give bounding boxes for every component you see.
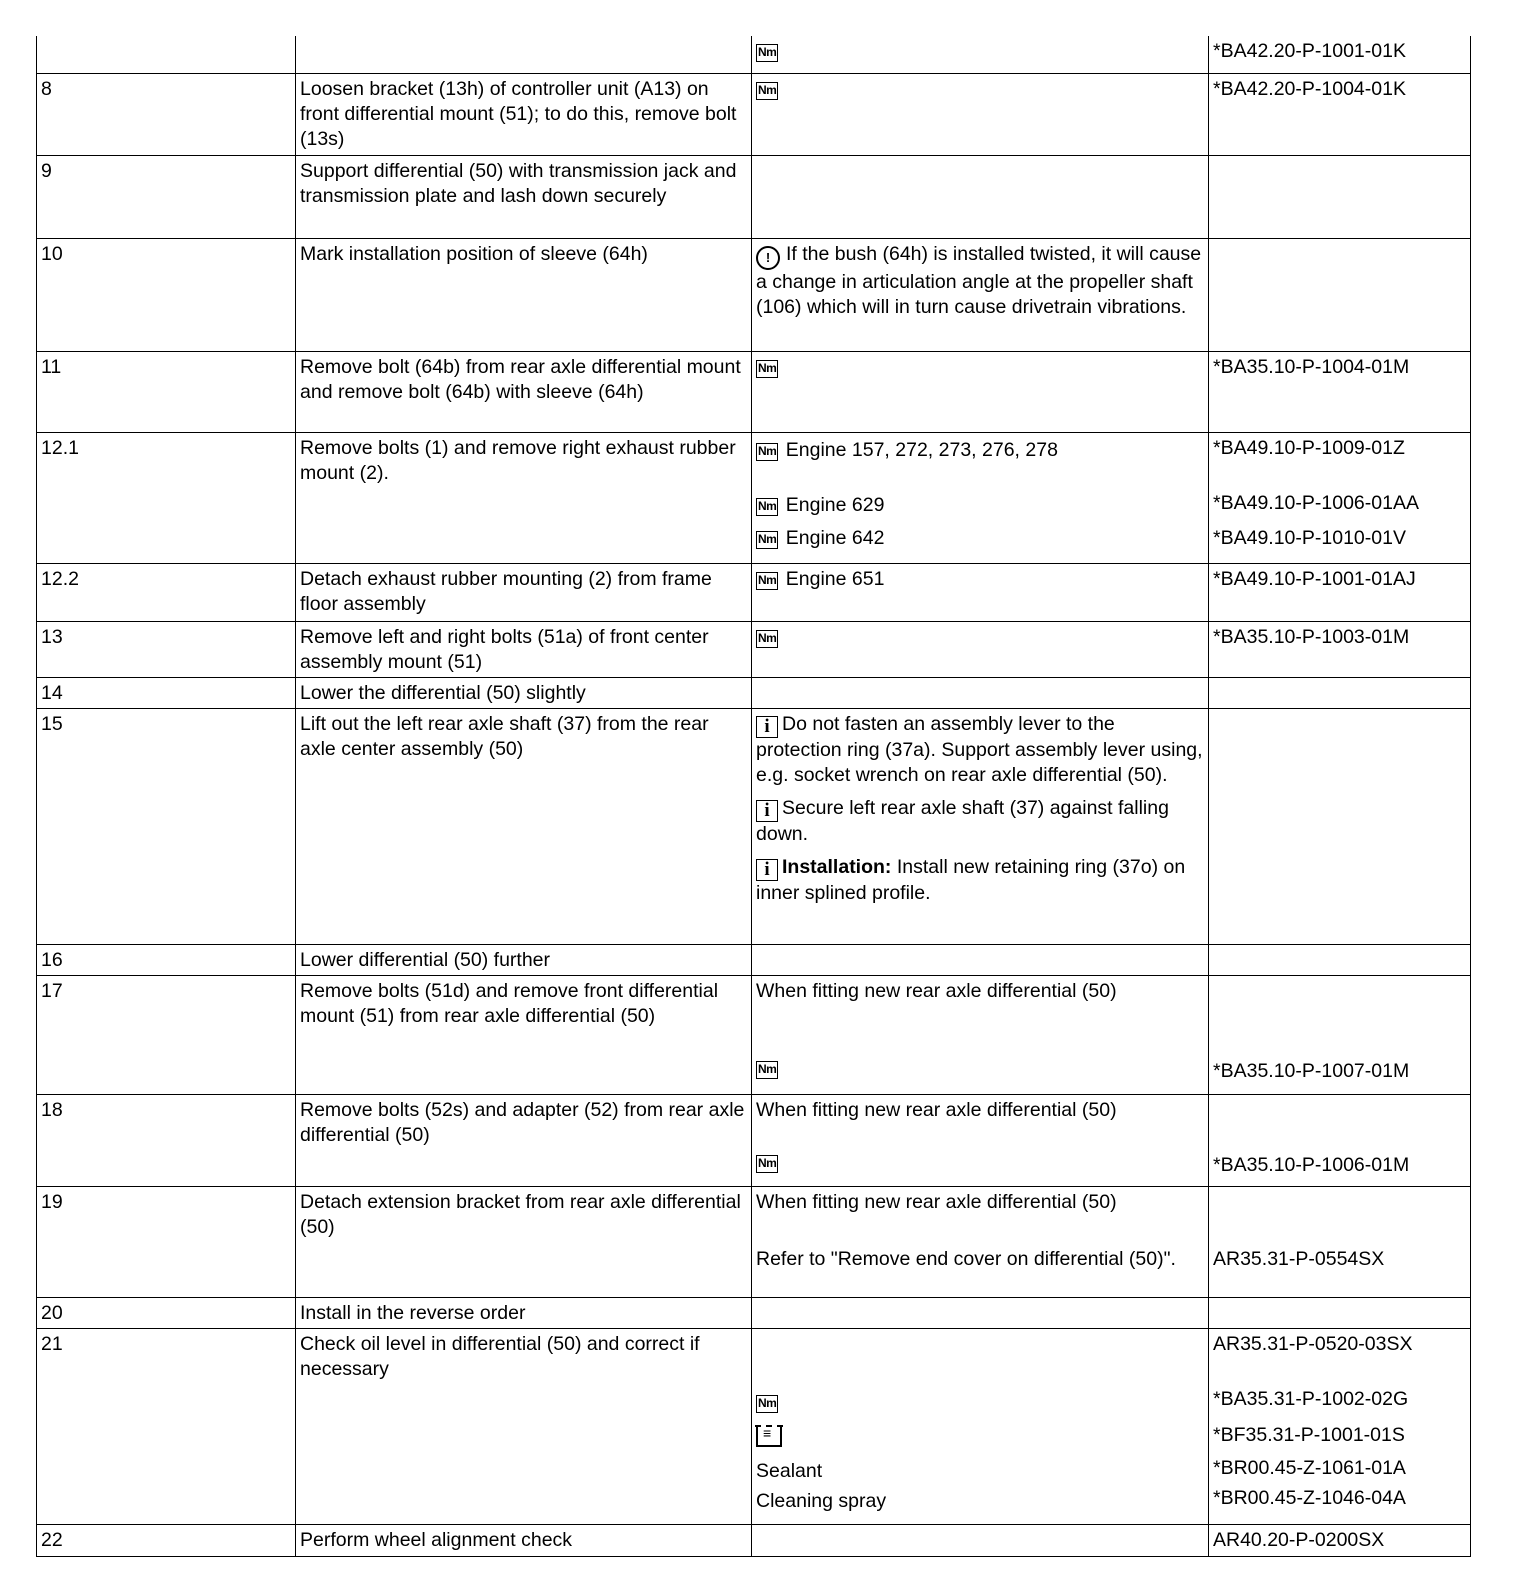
step-cell: 18 xyxy=(37,1094,296,1186)
step-cell: 20 xyxy=(37,1297,296,1328)
action-cell: Check oil level in differential (50) and correct if necessary xyxy=(296,1328,752,1524)
note-text: Engine 642 xyxy=(785,526,885,549)
notes-cell xyxy=(752,351,1209,432)
notes-cell xyxy=(752,1328,1209,1524)
step-cell: 12.1 xyxy=(37,432,296,563)
procedure-table xyxy=(36,36,1471,1557)
reference-cell xyxy=(1209,1094,1471,1186)
info-icon: i xyxy=(756,716,778,738)
torque-icon: Nm xyxy=(756,1395,778,1413)
action-cell: Support differential (50) with transmission jack and transmission plate and lash down securely xyxy=(296,155,752,238)
warning-icon: ! xyxy=(756,246,780,270)
torque-icon: Nm xyxy=(756,360,778,378)
reference-cell xyxy=(1209,677,1471,708)
reference-cell: *BA42.20-P-1001-01K xyxy=(1209,36,1471,73)
table-row xyxy=(37,708,1471,944)
step-cell: 12.2 xyxy=(37,563,296,621)
action-cell: Remove bolts (51d) and remove front differential mount (51) from rear axle differential (50) xyxy=(296,975,752,1094)
step-cell: 11 xyxy=(37,351,296,432)
note-text: Do not fasten an assembly lever to the protection ring (37a). Support assembly lever using, e.g. socket wrench on rear axle differential (50). xyxy=(756,712,1203,786)
notes-cell xyxy=(752,944,1209,975)
action-cell: Detach extension bracket from rear axle differential (50) xyxy=(296,1186,752,1297)
note-text: Engine 651 xyxy=(785,567,885,590)
action-cell: Detach exhaust rubber mounting (2) from frame floor assembly xyxy=(296,563,752,621)
torque-icon: Nm xyxy=(756,498,778,516)
reference-cell: *BA35.10-P-1004-01M xyxy=(1209,351,1471,432)
reference-cell xyxy=(1209,1328,1471,1524)
torque-icon: Nm xyxy=(756,1155,778,1173)
notes-cell xyxy=(752,563,1209,621)
table-row xyxy=(37,36,1471,73)
table-row xyxy=(37,1094,1471,1186)
torque-icon: Nm xyxy=(756,1061,778,1079)
notes-cell xyxy=(752,155,1209,238)
notes-cell xyxy=(752,432,1209,563)
table-row xyxy=(37,155,1471,238)
reference-cell xyxy=(1209,432,1471,563)
torque-icon: Nm xyxy=(756,44,778,62)
step-cell: 15 xyxy=(37,708,296,944)
table-row xyxy=(37,432,1471,563)
step-cell: 19 xyxy=(37,1186,296,1297)
step-cell: 21 xyxy=(37,1328,296,1524)
action-cell: Remove left and right bolts (51a) of front center assembly mount (51) xyxy=(296,621,752,677)
table-row xyxy=(37,1524,1471,1556)
note-text: Engine 157, 272, 273, 276, 278 xyxy=(785,438,1058,461)
action-cell: Lower differential (50) further xyxy=(296,944,752,975)
step-cell xyxy=(37,36,296,73)
action-cell: Install in the reverse order xyxy=(296,1297,752,1328)
reference-cell xyxy=(1209,975,1471,1094)
action-cell: Mark installation position of sleeve (64h) xyxy=(296,238,752,351)
torque-icon: Nm xyxy=(756,531,778,549)
action-cell: Remove bolt (64b) from rear axle differential mount and remove bolt (64b) with sleeve (64h) xyxy=(296,351,752,432)
reference-text: *BA49.10-P-1010-01V xyxy=(1213,526,1406,549)
table-row xyxy=(37,1297,1471,1328)
info-icon: i xyxy=(756,859,778,881)
notes-cell xyxy=(752,708,1209,944)
step-cell: 9 xyxy=(37,155,296,238)
table-row xyxy=(37,238,1471,351)
step-cell: 8 xyxy=(37,73,296,155)
oil-can-icon xyxy=(756,1425,782,1447)
action-cell: Lower the differential (50) slightly xyxy=(296,677,752,708)
reference-cell: *BA49.10-P-1001-01AJ xyxy=(1209,563,1471,621)
note-text: Install new retaining ring (37o) on inner splined profile. xyxy=(756,855,1186,904)
table-row xyxy=(37,563,1471,621)
table-row xyxy=(37,944,1471,975)
notes-cell xyxy=(752,1297,1209,1328)
table-row xyxy=(37,677,1471,708)
step-cell: 17 xyxy=(37,975,296,1094)
note-text: When fitting new rear axle differential (50) xyxy=(756,1190,1117,1213)
notes-cell xyxy=(752,975,1209,1094)
table-row xyxy=(37,351,1471,432)
reference-text: AR35.31-P-0520-03SX xyxy=(1213,1332,1413,1355)
reference-cell xyxy=(1209,1186,1471,1297)
notes-cell xyxy=(752,621,1209,677)
torque-icon: Nm xyxy=(756,572,778,590)
note-label: Installation: xyxy=(782,855,892,878)
notes-cell xyxy=(752,1186,1209,1297)
reference-cell: *BA35.10-P-1003-01M xyxy=(1209,621,1471,677)
reference-text: *BF35.31-P-1001-01S xyxy=(1213,1423,1405,1446)
info-icon: i xyxy=(756,800,778,822)
notes-cell xyxy=(752,677,1209,708)
step-cell: 14 xyxy=(37,677,296,708)
note-text: Refer to "Remove end cover on differential (50)". xyxy=(756,1247,1176,1270)
action-cell: Remove bolts (52s) and adapter (52) from rear axle differential (50) xyxy=(296,1094,752,1186)
table-row xyxy=(37,1186,1471,1297)
action-cell: Lift out the left rear axle shaft (37) from the rear axle center assembly (50) xyxy=(296,708,752,944)
note-text: Sealant xyxy=(756,1459,823,1482)
note-text: Cleaning spray xyxy=(756,1489,887,1512)
reference-text: *BR00.45-Z-1061-01A xyxy=(1213,1456,1406,1479)
reference-text: *BR00.45-Z-1046-04A xyxy=(1213,1486,1406,1509)
reference-text: AR35.31-P-0554SX xyxy=(1213,1247,1385,1270)
torque-icon: Nm xyxy=(756,630,778,648)
action-cell: Perform wheel alignment check xyxy=(296,1524,752,1556)
step-cell: 22 xyxy=(37,1524,296,1556)
notes-cell xyxy=(752,1524,1209,1556)
torque-icon: Nm xyxy=(756,82,778,100)
reference-text: *BA35.31-P-1002-02G xyxy=(1213,1387,1409,1410)
reference-text: *BA35.10-P-1006-01M xyxy=(1213,1153,1410,1176)
reference-cell xyxy=(1209,708,1471,944)
notes-cell xyxy=(752,73,1209,155)
reference-text: *BA49.10-P-1009-01Z xyxy=(1213,436,1405,459)
reference-text: *BA35.10-P-1007-01M xyxy=(1213,1059,1410,1082)
reference-cell xyxy=(1209,238,1471,351)
table-row xyxy=(37,621,1471,677)
torque-icon: Nm xyxy=(756,443,778,461)
reference-cell xyxy=(1209,1297,1471,1328)
step-cell: 10 xyxy=(37,238,296,351)
action-cell xyxy=(296,36,752,73)
action-cell: Remove bolts (1) and remove right exhaust rubber mount (2). xyxy=(296,432,752,563)
notes-cell xyxy=(752,1094,1209,1186)
reference-cell xyxy=(1209,944,1471,975)
reference-cell: *BA42.20-P-1004-01K xyxy=(1209,73,1471,155)
table-row xyxy=(37,73,1471,155)
notes-cell xyxy=(752,36,1209,73)
reference-cell xyxy=(1209,155,1471,238)
note-text: Secure left rear axle shaft (37) against falling down. xyxy=(756,796,1169,845)
note-text: When fitting new rear axle differential (50) xyxy=(756,1098,1117,1121)
note-text: Engine 629 xyxy=(785,493,885,516)
step-cell: 13 xyxy=(37,621,296,677)
note-text: If the bush (64h) is installed twisted, it will cause a change in articulation angle at the propeller shaft (106) which will in turn cause drivetrain vibrations. xyxy=(756,242,1202,318)
note-text: When fitting new rear axle differential (50) xyxy=(756,979,1117,1002)
reference-text: *BA49.10-P-1006-01AA xyxy=(1213,491,1419,514)
table-row xyxy=(37,1328,1471,1524)
table-row xyxy=(37,975,1471,1094)
reference-cell: AR40.20-P-0200SX xyxy=(1209,1524,1471,1556)
notes-cell xyxy=(752,238,1209,351)
action-cell: Loosen bracket (13h) of controller unit (A13) on front differential mount (51); to do this, remove bolt (13s) xyxy=(296,73,752,155)
step-cell: 16 xyxy=(37,944,296,975)
